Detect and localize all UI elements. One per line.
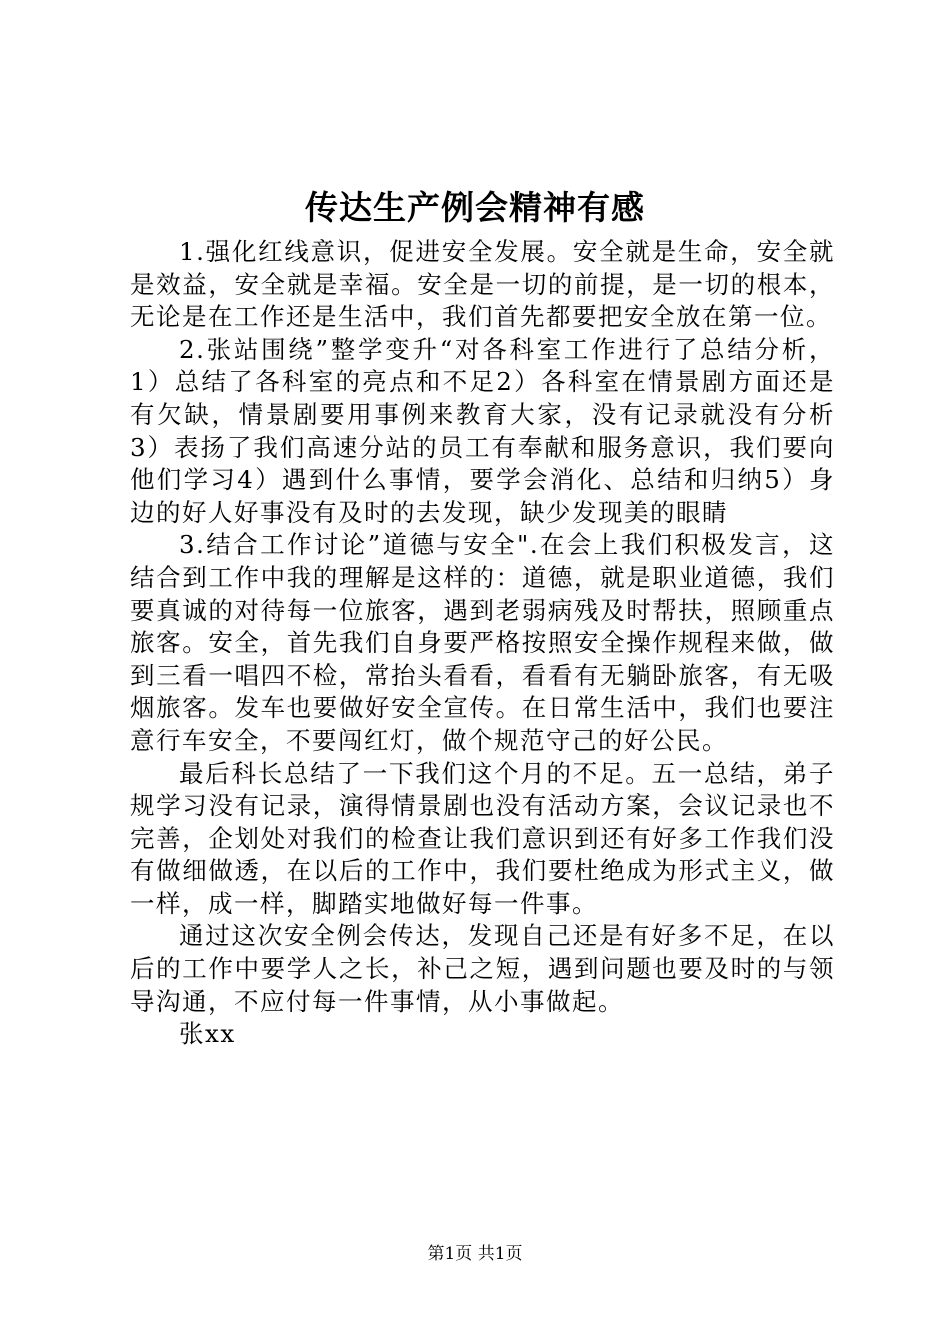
paragraph-4: 最后科长总结了一下我们这个月的不足。五一总结，弟子规学习没有记录，演得情景剧也没有活动方案，会议记录也不完善，企划处对我们的检查让我们意识到还有好多工作我们没有做细做透，在以后的工作中，我们要杜绝成为形式主义，做一样，成一样，脚踏实地做好每一件事。 bbox=[130, 758, 835, 918]
paragraph-5: 通过这次安全例会传达，发现自己还是有好多不足，在以后的工作中要学人之长，补己之短，遇到问题也要及时的与领导沟通，不应付每一件事情，从小事做起。 bbox=[130, 921, 835, 1016]
page-number-footer: 第1页 共1页 bbox=[427, 1244, 523, 1264]
document-title: 传达生产例会精神有感 bbox=[305, 188, 645, 227]
paragraph-3: 3.结合工作讨论”道德与安全".在会上我们积极发言，这结合到工作中我的理解是这样的：道德，就是职业道德，我们要真诚的对待每一位旅客，遇到老弱病残及时帮扶，照顾重点旅客。安全，首先我们自身要严格按照安全操作规程来做，做到三看一唱四不检，常抬头看看，看看有无躺卧旅客，有无吸烟旅客。发车也要做好安全宣传。在日常生活中，我们也要注意行车安全，不要闯红灯，做个规范守己的好公民。 bbox=[130, 530, 835, 755]
paragraph-2: 2.张站围绕”整学变升“对各科室工作进行了总结分析，1）总结了各科室的亮点和不足2）各科室在情景剧方面还是有欠缺，情景剧要用事例来教育大家，没有记录就没有分析3）表扬了我们高速分站的员工有奉献和服务意识，我们要向他们学习4）遇到什么事情，要学会消化、总结和归纳5）身边的好人好事没有及时的去发现，缺少发现美的眼睛 bbox=[130, 334, 835, 527]
signature: 张xx bbox=[179, 1019, 236, 1049]
document-body bbox=[130, 236, 835, 1051]
paragraph-1: 1.强化红线意识，促进安全发展。安全就是生命，安全就是效益，安全就是幸福。安全是一切的前提，是一切的根本，无论是在工作还是生活中，我们首先都要把安全放在第一位。 bbox=[130, 237, 835, 332]
